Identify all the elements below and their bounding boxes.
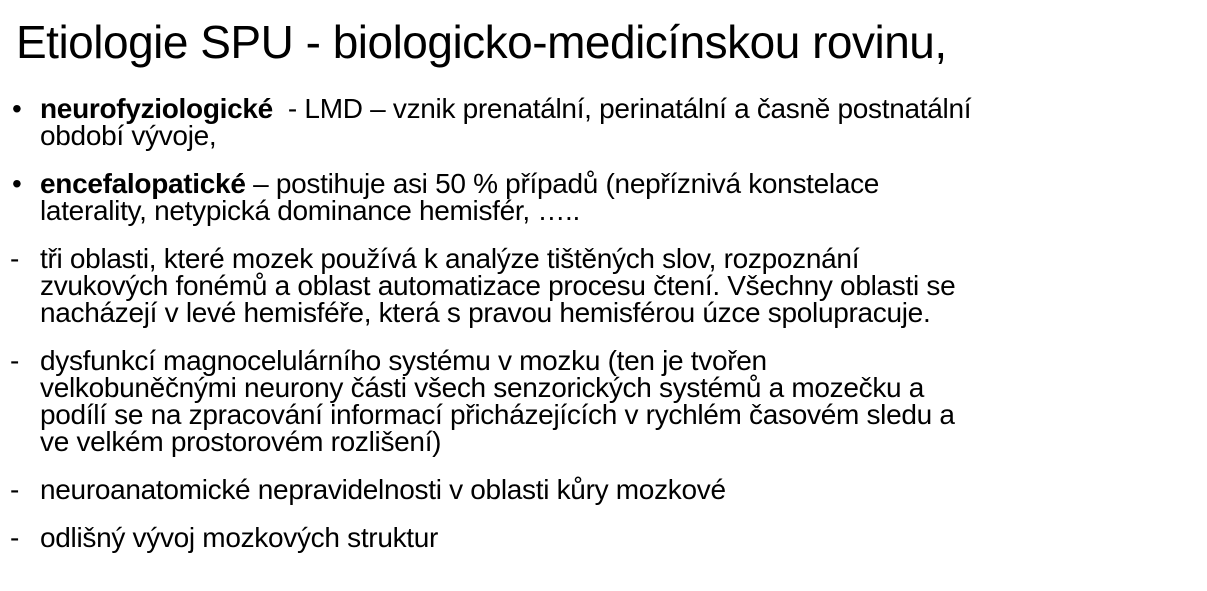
slide-title: Etiologie SPU - biologicko-medicínskou rovinu, (16, 16, 947, 68)
item-line (40, 170, 1200, 197)
item-line: velkobuněčnými neurony části všech senzorických systémů a mozečku a (40, 372, 925, 403)
item-line: podílí se na zpracování informací přicházejících v rychlém časovém sledu a (40, 399, 955, 430)
item-line: neuroanatomické nepravidelnosti v oblasti kůry mozkové (40, 474, 726, 505)
item-line: dysfunkcí magnocelulárního systému v mozku (ten je tvořen (40, 345, 767, 376)
item-text: – postihuje asi 50 % případů (nepříznivá konstelace (245, 168, 880, 199)
list-item (10, 245, 1200, 326)
item-line (40, 95, 1200, 122)
dash-marker: - (10, 345, 20, 376)
dash-marker: - (10, 243, 20, 274)
dash-marker: - (10, 522, 20, 553)
item-bold-term: neurofyziologické (40, 93, 273, 124)
bullet-marker: • (12, 93, 22, 124)
item-line: nacházejí v levé hemisféře, která s pravou hemisférou úzce spolupracuje. (40, 297, 931, 328)
item-line: období vývoje, (40, 120, 217, 151)
bullet-list (10, 95, 1200, 572)
item-line: tři oblasti, které mozek používá k analýze tištěných slov, rozpoznání (40, 243, 860, 274)
list-item (10, 524, 1200, 551)
list-item (10, 170, 1200, 224)
item-line: odlišný vývoj mozkových struktur (40, 522, 439, 553)
list-item (10, 347, 1200, 455)
bullet-marker: • (12, 168, 22, 199)
item-text: - LMD – vznik prenatální, perinatální a časně postnatální (272, 93, 972, 124)
dash-marker: - (10, 474, 20, 505)
item-bold-term: encefalopatické (40, 168, 246, 199)
item-line: zvukových fonémů a oblast automatizace procesu čtení. Všechny oblasti se (40, 270, 956, 301)
item-line: ve velkém prostorovém rozlišení) (40, 426, 442, 457)
item-line: laterality, netypická dominance hemisfér, ….. (40, 195, 581, 226)
list-item (10, 95, 1200, 149)
list-item (10, 476, 1200, 503)
